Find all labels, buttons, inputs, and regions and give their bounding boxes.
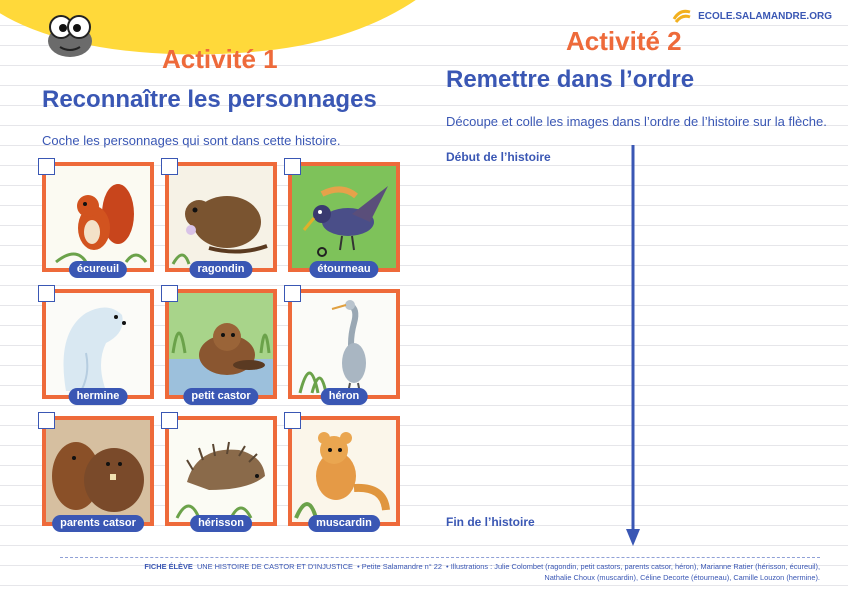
- character-checkbox[interactable]: [284, 158, 301, 175]
- activity1-title: Reconnaître les personnages: [42, 86, 377, 113]
- activity2-instruction: Découpe et colle les images dans l’ordre de l’histoire sur la flèche.: [446, 114, 827, 129]
- story-start-label: Début de l’histoire: [446, 150, 551, 164]
- salamandre-logo-icon: [672, 9, 692, 23]
- activity1-instruction: Coche les personnages qui sont dans cette histoire.: [42, 133, 341, 148]
- character-checkbox[interactable]: [284, 412, 301, 429]
- activity1-label: Activité 1: [162, 44, 278, 74]
- character-checkbox[interactable]: [161, 285, 178, 302]
- character-name: écureuil: [69, 261, 127, 278]
- starling-icon: [292, 166, 396, 268]
- salamander-mascot-icon: [44, 7, 96, 57]
- character-card: [42, 416, 154, 526]
- hedgehog-icon: [169, 420, 273, 522]
- character-checkbox[interactable]: [284, 285, 301, 302]
- character-card: [165, 416, 277, 526]
- character-checkbox[interactable]: [38, 158, 55, 175]
- story-end-label: Fin de l’histoire: [446, 515, 535, 529]
- character-checkbox[interactable]: [161, 412, 178, 429]
- timeline-arrow-icon: [626, 145, 640, 547]
- footer: FICHE ÉLÈVE UNE HISTOIRE DE CASTOR ET D’INJUSTICE • Petite Salamandre n° 22 • Illustrations : Julie Colombet (ragondin, petit castors, parents catsor, héron), Marianne Ratier (hérisson, écureuil), Nathalie Choux (muscardin), Céline Decorte (étourneau), Camille Louzon (hermine).: [60, 561, 820, 583]
- heron-icon: [292, 293, 396, 395]
- character-card: [165, 289, 277, 399]
- character-name: parents catsor: [52, 515, 144, 532]
- beaver-icon: [169, 293, 273, 395]
- character-checkbox[interactable]: [38, 412, 55, 429]
- character-name: petit castor: [183, 388, 258, 405]
- coypu-icon: [169, 166, 273, 268]
- character-card: [288, 289, 400, 399]
- activity2-title: Remettre dans l’ordre: [446, 66, 695, 93]
- footer-title: UNE HISTOIRE DE CASTOR ET D’INJUSTICE: [196, 562, 353, 571]
- footer-divider: [60, 557, 820, 558]
- footer-issue: Petite Salamandre n° 22: [361, 562, 442, 571]
- squirrel-icon: [46, 166, 150, 268]
- character-checkbox[interactable]: [161, 158, 178, 175]
- footer-credits-1: Illustrations : Julie Colombet (ragondin, petit castors, parents catsor, héron), Marianne Ratier (hérisson, écureuil),: [450, 562, 820, 571]
- brand[interactable]: [672, 9, 832, 23]
- character-name: héron: [321, 388, 368, 405]
- beavers-icon: [46, 420, 150, 522]
- activity2-label: Activité 2: [566, 26, 682, 56]
- stoat-icon: [46, 293, 150, 395]
- character-name: étourneau: [309, 261, 378, 278]
- character-name: hermine: [69, 388, 128, 405]
- character-card: [288, 162, 400, 272]
- footer-sheet: FICHE ÉLÈVE: [144, 562, 193, 571]
- character-card: [288, 416, 400, 526]
- character-checkbox[interactable]: [38, 285, 55, 302]
- character-name: ragondin: [189, 261, 252, 278]
- dormouse-icon: [292, 420, 396, 522]
- brand-site[interactable]: ECOLE.SALAMANDRE.ORG: [698, 10, 832, 22]
- character-card: [165, 162, 277, 272]
- character-card: [42, 289, 154, 399]
- character-name: hérisson: [190, 515, 252, 532]
- character-card: [42, 162, 154, 272]
- character-name: muscardin: [308, 515, 380, 532]
- footer-credits-2: Nathalie Choux (muscardin), Céline Decorte (étourneau), Camille Louzon (hermine).: [544, 573, 820, 582]
